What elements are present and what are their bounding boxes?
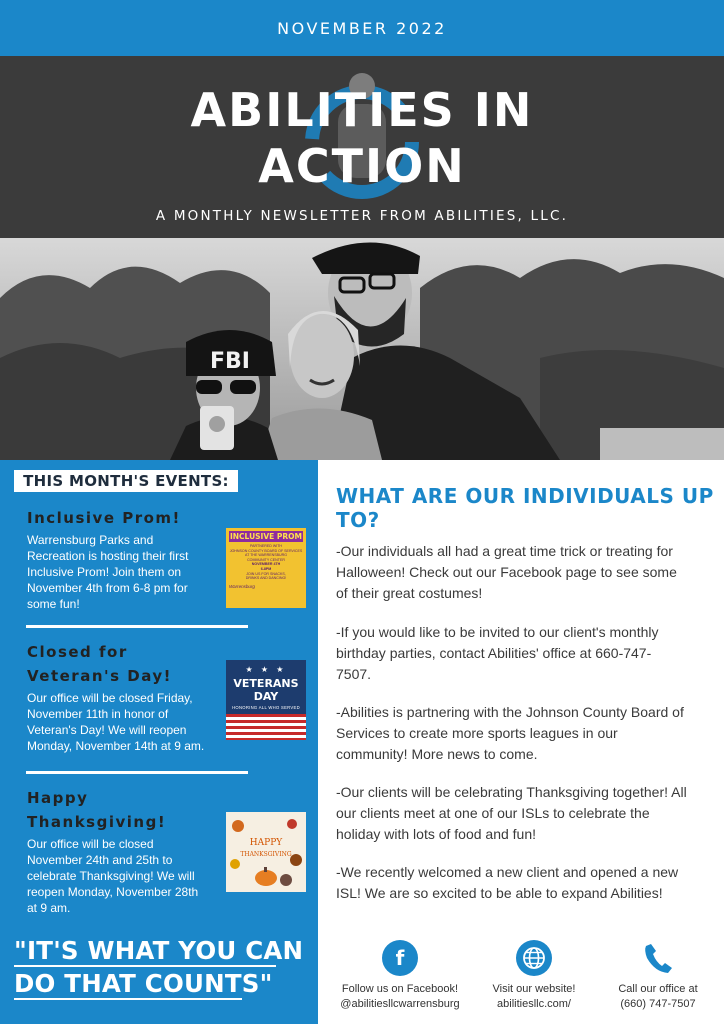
group-photo [0, 238, 724, 460]
svg-text:FBI: FBI [210, 349, 250, 374]
issue-date: NOVEMBER 2022 [277, 18, 447, 38]
quote-underline [14, 998, 242, 1000]
quote-underline [14, 965, 276, 967]
newsletter-subtitle: A MONTHLY NEWSLETTER FROM ABILITIES, LLC. [155, 208, 569, 224]
event-divider [26, 625, 248, 628]
thanksgiving-thumbnail: HAPPY THANKSGIVING [226, 812, 306, 892]
event-title-prom: Inclusive Prom! [27, 509, 181, 527]
veterans-day-thumbnail: ★ ★ ★ VETERANS DAY HONORING ALL WHO SERVED [226, 660, 306, 740]
event-divider [26, 771, 248, 774]
contact-facebook[interactable]: f Follow us on Facebook! @abilitiesllcwarrensburg [332, 940, 468, 1012]
main-heading: WHAT ARE OUR INDIVIDUALS UP TO? [336, 484, 714, 532]
contact-website[interactable]: Visit our website! abilitiesllc.com/ [482, 940, 586, 1012]
events-column [0, 460, 318, 1024]
newsletter-title: ABILITIES IN ACTION [190, 83, 534, 193]
date-banner [0, 0, 724, 56]
event-body-veterans: Our office will be closed Friday, November 11th in honor of Veteran's Day! We will reopen Monday, November 14th at 9 am. [27, 691, 205, 753]
events-heading: THIS MONTH'S EVENTS: [14, 470, 238, 492]
event-body-thanksgiving: Our office will be closed November 24th and 25th to celebrate Thanksgiving! We will reopen Monday, November 28th at 9 am. [27, 837, 199, 915]
globe-icon[interactable] [516, 940, 552, 976]
motto-quote: "IT'S WHAT YOU CAN DO THAT COUNTS" [14, 936, 304, 998]
news-paragraph: -Our clients will be celebrating Thanksgiving together! All our clients meet at one of our ISLs to celebrate the holiday with lots of food and fun! [336, 784, 687, 842]
masthead [0, 56, 724, 238]
prom-flyer-thumbnail: INCLUSIVE PROM PARTNERED WITH JOHNSON COUNTY BOARD OF SERVICES AT THE WARRENSBURG COMMUNITY CENTER NOVEMBER 4TH 6-8PM JOIN US FOR SNACKS, DRINKS AND DANCING! Warrensburg [226, 528, 306, 608]
contact-phone[interactable]: Call our office at (660) 747-7507 [608, 940, 708, 1012]
event-body-prom: Warrensburg Parks and Recreation is hosting their first Inclusive Prom! Join them on November 4th from 6-8 pm for some fun! [27, 533, 189, 611]
news-paragraph: -If you would like to be invited to our client's monthly birthday parties, contact Abilities' office at 660-747- 7507. [336, 624, 659, 682]
news-paragraph: -We recently welcomed a new client and opened a new ISL! We are so excited to be able to expand Abilities! [336, 864, 679, 901]
news-paragraph: -Abilities is partnering with the Johnson County Board of Services to create more sports leagues in our community! More news to come. [336, 704, 684, 762]
phone-icon[interactable] [640, 940, 676, 976]
event-title-veterans: Closed for Veteran's Day! [27, 643, 172, 685]
facebook-icon[interactable]: f [382, 940, 418, 976]
event-title-thanksgiving: Happy Thanksgiving! [27, 789, 167, 831]
news-paragraph: -Our individuals all had a great time trick or treating for Halloween! Check out our Facebook page to see some of their great costumes! [336, 543, 677, 601]
